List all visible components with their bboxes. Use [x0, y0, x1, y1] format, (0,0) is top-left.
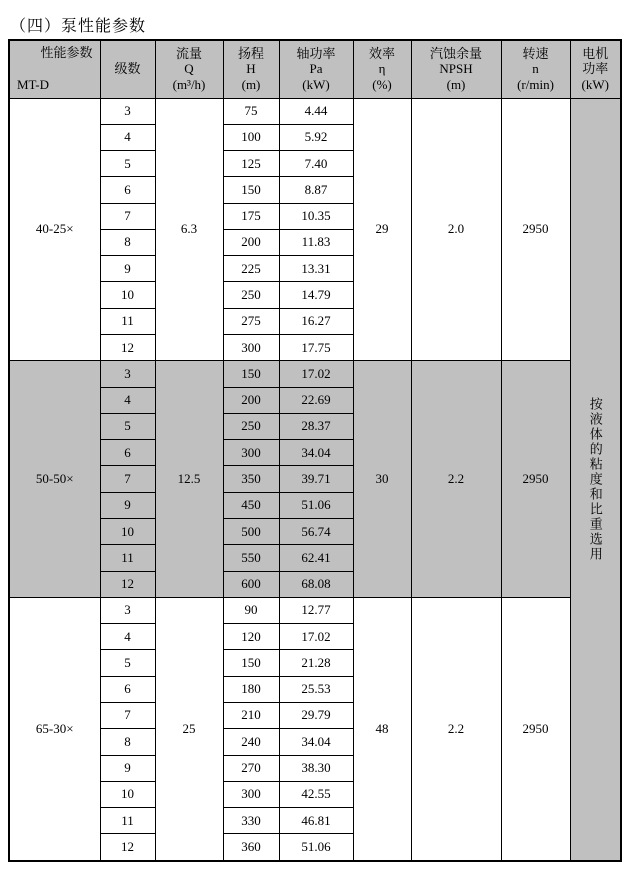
- stages-cell: 7: [100, 702, 155, 728]
- stages-cell: 12: [100, 834, 155, 861]
- header-cell-speed: [501, 40, 570, 98]
- stages-cell: 3: [100, 597, 155, 623]
- power-cell: 12.77: [279, 597, 353, 623]
- stages-cell: 8: [100, 729, 155, 755]
- header-line: (m): [241, 77, 261, 93]
- head-cell: 250: [223, 413, 279, 439]
- stages-cell: 6: [100, 177, 155, 203]
- power-cell: 39.71: [279, 466, 353, 492]
- head-cell: 270: [223, 755, 279, 781]
- head-cell: 175: [223, 203, 279, 229]
- table-row: [9, 597, 621, 623]
- model-cell-1: 50-50×: [9, 361, 100, 598]
- header-line: (kW): [581, 77, 609, 93]
- stages-cell: 11: [100, 308, 155, 334]
- corner-label-top: 性能参数: [40, 45, 93, 60]
- head-cell: 225: [223, 256, 279, 282]
- header-line: 汽蚀余量: [429, 45, 482, 61]
- npsh-cell-2: 2.2: [411, 597, 501, 861]
- power-cell: 25.53: [279, 676, 353, 702]
- stages-cell: 11: [100, 545, 155, 571]
- head-cell: 180: [223, 676, 279, 702]
- stages-cell: 3: [100, 98, 155, 124]
- header-cell-efficiency: [353, 40, 411, 98]
- header-line: 电机: [582, 45, 609, 61]
- speed-cell-2: 2950: [501, 597, 570, 861]
- header-line: 级数: [114, 61, 141, 77]
- power-cell: 10.35: [279, 203, 353, 229]
- power-cell: 28.37: [279, 413, 353, 439]
- stages-cell: 4: [100, 624, 155, 650]
- flow-cell-0: 6.3: [155, 98, 223, 361]
- pump-performance-table: [8, 39, 622, 862]
- power-cell: 56.74: [279, 519, 353, 545]
- speed-cell-0: 2950: [501, 98, 570, 361]
- head-cell: 210: [223, 702, 279, 728]
- head-cell: 75: [223, 98, 279, 124]
- head-cell: 330: [223, 808, 279, 834]
- stages-cell: 12: [100, 335, 155, 361]
- power-cell: 46.81: [279, 808, 353, 834]
- stages-cell: 7: [100, 466, 155, 492]
- power-cell: 17.02: [279, 624, 353, 650]
- efficiency-cell-0: 29: [353, 98, 411, 361]
- header-line: n: [532, 61, 539, 77]
- header-line: 功率: [582, 61, 609, 77]
- stages-cell: 5: [100, 413, 155, 439]
- stages-cell: 9: [100, 755, 155, 781]
- header-cell-motor-power: [570, 40, 621, 98]
- head-cell: 150: [223, 361, 279, 387]
- stages-cell: 10: [100, 282, 155, 308]
- power-cell: 13.31: [279, 256, 353, 282]
- head-cell: 600: [223, 571, 279, 597]
- power-cell: 21.28: [279, 650, 353, 676]
- model-cell-2: 65-30×: [9, 597, 100, 861]
- header-line: H: [246, 61, 256, 77]
- stages-cell: 5: [100, 650, 155, 676]
- table-body: [9, 98, 621, 861]
- header-line: 转速: [522, 45, 549, 61]
- stages-cell: 3: [100, 361, 155, 387]
- page-title: （四）泵性能参数: [10, 18, 147, 35]
- head-cell: 150: [223, 650, 279, 676]
- header-line: (m): [446, 77, 466, 93]
- head-cell: 300: [223, 781, 279, 807]
- header-cell-stages: [100, 40, 155, 98]
- power-cell: 68.08: [279, 571, 353, 597]
- head-cell: 300: [223, 440, 279, 466]
- stages-cell: 6: [100, 676, 155, 702]
- head-cell: 240: [223, 729, 279, 755]
- header-line: (r/min): [517, 77, 554, 93]
- power-cell: 34.04: [279, 440, 353, 466]
- stages-cell: 5: [100, 151, 155, 177]
- header-line: (kW): [302, 77, 330, 93]
- table-header: [9, 40, 621, 98]
- head-cell: 200: [223, 229, 279, 255]
- head-cell: 300: [223, 335, 279, 361]
- stages-cell: 11: [100, 808, 155, 834]
- head-cell: 275: [223, 308, 279, 334]
- motor-power-note-text: 按液体的粘度和比重选用: [587, 396, 603, 562]
- table-row: [9, 361, 621, 387]
- power-cell: 51.06: [279, 492, 353, 518]
- speed-cell-1: 2950: [501, 361, 570, 598]
- power-cell: 38.30: [279, 755, 353, 781]
- power-cell: 16.27: [279, 308, 353, 334]
- header-cell-npsh: [411, 40, 501, 98]
- stages-cell: 12: [100, 571, 155, 597]
- power-cell: 7.40: [279, 151, 353, 177]
- header-line: 轴功率: [296, 45, 336, 61]
- stages-cell: 8: [100, 229, 155, 255]
- header-line: 流量: [175, 45, 202, 61]
- head-cell: 100: [223, 124, 279, 150]
- power-cell: 62.41: [279, 545, 353, 571]
- header-cell-power: [279, 40, 353, 98]
- motor-power-note-cell: [570, 98, 621, 861]
- head-cell: 500: [223, 519, 279, 545]
- head-cell: 360: [223, 834, 279, 861]
- stages-cell: 6: [100, 440, 155, 466]
- power-cell: 8.87: [279, 177, 353, 203]
- header-line: NPSH: [439, 61, 473, 77]
- head-cell: 150: [223, 177, 279, 203]
- corner-label-bottom: MT-D: [17, 77, 50, 93]
- stages-cell: 7: [100, 203, 155, 229]
- header-corner-cell: [9, 40, 100, 98]
- power-cell: 5.92: [279, 124, 353, 150]
- header-line: 效率: [368, 45, 395, 61]
- head-cell: 90: [223, 597, 279, 623]
- npsh-cell-0: 2.0: [411, 98, 501, 361]
- power-cell: 22.69: [279, 387, 353, 413]
- power-cell: 42.55: [279, 781, 353, 807]
- head-cell: 550: [223, 545, 279, 571]
- power-cell: 17.75: [279, 335, 353, 361]
- header-line: Pa: [309, 61, 323, 77]
- header-line: η: [378, 61, 386, 77]
- header-cell-head: [223, 40, 279, 98]
- stages-cell: 10: [100, 519, 155, 545]
- flow-cell-2: 25: [155, 597, 223, 861]
- head-cell: 450: [223, 492, 279, 518]
- stages-cell: 9: [100, 492, 155, 518]
- power-cell: 11.83: [279, 229, 353, 255]
- power-cell: 14.79: [279, 282, 353, 308]
- header-line: (m³/h): [172, 77, 206, 93]
- header-line: (%): [372, 77, 392, 93]
- head-cell: 200: [223, 387, 279, 413]
- flow-cell-1: 12.5: [155, 361, 223, 598]
- model-cell-0: 40-25×: [9, 98, 100, 361]
- table-row: [9, 98, 621, 124]
- npsh-cell-1: 2.2: [411, 361, 501, 598]
- power-cell: 4.44: [279, 98, 353, 124]
- head-cell: 125: [223, 151, 279, 177]
- head-cell: 120: [223, 624, 279, 650]
- header-line: 扬程: [237, 45, 264, 61]
- power-cell: 29.79: [279, 702, 353, 728]
- power-cell: 51.06: [279, 834, 353, 861]
- header-cell-flow: [155, 40, 223, 98]
- head-cell: 350: [223, 466, 279, 492]
- stages-cell: 10: [100, 781, 155, 807]
- stages-cell: 4: [100, 387, 155, 413]
- efficiency-cell-1: 30: [353, 361, 411, 598]
- power-cell: 17.02: [279, 361, 353, 387]
- efficiency-cell-2: 48: [353, 597, 411, 861]
- header-line: Q: [184, 61, 194, 77]
- stages-cell: 4: [100, 124, 155, 150]
- power-cell: 34.04: [279, 729, 353, 755]
- head-cell: 250: [223, 282, 279, 308]
- stages-cell: 9: [100, 256, 155, 282]
